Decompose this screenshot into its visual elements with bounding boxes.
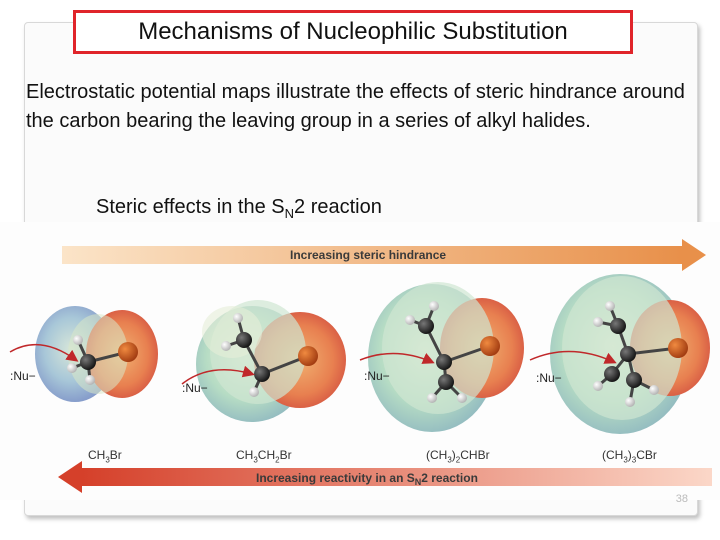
formula-sub: 2 [455, 455, 461, 465]
figure-subheading [96, 196, 382, 221]
top-arrow [62, 239, 706, 271]
formula-part: (CH [426, 448, 448, 462]
bottom-arrow-label [256, 471, 478, 487]
formula-sub: 2 [275, 455, 280, 465]
molecule-ch3br [10, 306, 158, 402]
formula-part: ) [627, 448, 632, 462]
formula-part: CH [236, 448, 254, 462]
subheading-prefix: Steric effects in the S [96, 196, 285, 218]
formula-sub: 3 [623, 455, 628, 465]
molecule-ch3ch2br [182, 300, 346, 422]
formula-part: CBr [636, 448, 657, 462]
nucleophile-label-1: :Nu− [10, 369, 36, 383]
slide-title-text: Mechanisms of Nucleophilic Substitution [138, 18, 568, 45]
subheading-subscript: N [284, 206, 295, 221]
bottom-arrow-label-sub: N [414, 477, 422, 487]
body-paragraph: Electrostatic potential maps illustrate the effects of steric hindrance around the carbon bearing the leaving group in a series of alkyl halides. [26, 81, 685, 132]
formula-ch3br [88, 448, 122, 464]
formula-part: CH [88, 448, 106, 462]
bottom-arrow [58, 461, 712, 493]
formula-sub: 3 [253, 455, 258, 465]
formula-part: Br [109, 448, 122, 462]
formula-part: CH [257, 448, 276, 462]
nucleophile-label-4: :Nu− [536, 371, 562, 385]
slide-title [73, 10, 633, 54]
page-number: 38 [675, 493, 688, 505]
formula-part: CHBr [460, 448, 490, 462]
formula-sub: 3 [631, 455, 637, 465]
steric-effects-figure [0, 222, 720, 500]
formula-sub: 3 [105, 455, 110, 465]
formula-sub: 3 [447, 455, 452, 465]
subheading-suffix: 2 reaction [294, 196, 382, 218]
formula-part: Br [279, 448, 292, 462]
nucleophile-label-2: :Nu− [182, 381, 208, 395]
bottom-arrow-label-suffix: 2 reaction [421, 471, 478, 485]
top-arrow-label: Increasing steric hindrance [290, 248, 447, 262]
molecule-ch33cbr [530, 274, 710, 434]
formula-ch32chbr [426, 448, 490, 464]
formula-part: ) [451, 448, 456, 462]
bottom-arrow-label-prefix: Increasing reactivity in an S [256, 471, 415, 485]
molecule-ch32chbr [360, 282, 524, 432]
formula-part: (CH [602, 448, 624, 462]
nucleophile-label-3: :Nu− [364, 369, 390, 383]
formula-ch3ch2br [236, 448, 292, 464]
formula-ch33cbr [602, 448, 657, 464]
